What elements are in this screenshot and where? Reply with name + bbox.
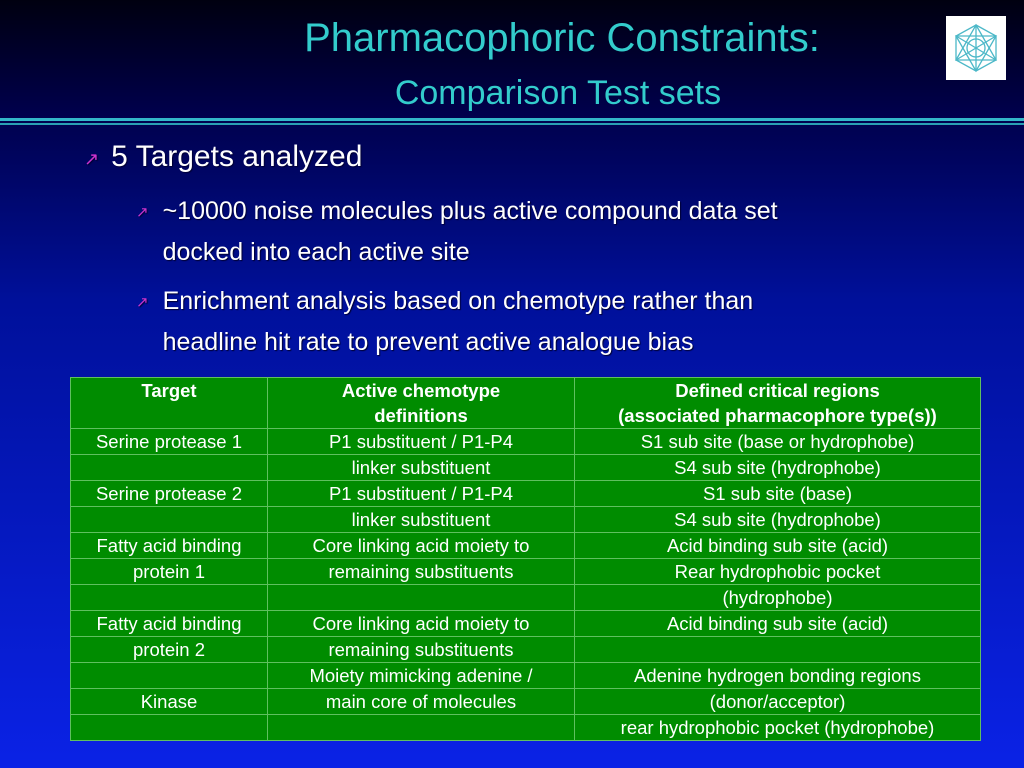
table-cell: S4 sub site (hydrophobe) — [575, 455, 981, 481]
table-cell: S4 sub site (hydrophobe) — [575, 507, 981, 533]
column-header-target: Target — [71, 378, 268, 429]
bullet-text: 5 Targets analyzed — [111, 140, 363, 173]
table-row — [71, 559, 981, 585]
table-row — [71, 507, 981, 533]
bullet-text-line: ~10000 noise molecules plus active compound data set — [162, 197, 778, 225]
table-cell — [575, 637, 981, 663]
bullet-text-line: headline hit rate to prevent active analogue bias — [162, 328, 694, 356]
table-row — [71, 481, 981, 507]
table-row — [71, 715, 981, 741]
header-divider-secondary — [0, 123, 1024, 125]
table-cell: Serine protease 1 — [71, 429, 268, 455]
bullet-level1 — [84, 140, 362, 174]
table-row — [71, 637, 981, 663]
table-cell: rear hydrophobic pocket (hydrophobe) — [575, 715, 981, 741]
table-cell: Acid binding sub site (acid) — [575, 611, 981, 637]
table-cell: remaining substituents — [268, 637, 575, 663]
table-cell: Acid binding sub site (acid) — [575, 533, 981, 559]
table-cell: (donor/acceptor) — [575, 689, 981, 715]
table-cell: Core linking acid moiety to — [268, 533, 575, 559]
table-cell: Kinase — [71, 689, 268, 715]
header-divider — [0, 118, 1024, 121]
table-row — [71, 533, 981, 559]
arrow-bullet-icon: ↗ — [84, 149, 100, 169]
column-header-critical-regions: Defined critical regions (associated pharmacophore type(s)) — [575, 378, 981, 429]
table-cell: Serine protease 2 — [71, 481, 268, 507]
table-cell: P1 substituent / P1-P4 — [268, 429, 575, 455]
table-cell — [71, 715, 268, 741]
table-cell — [71, 663, 268, 689]
table-row — [71, 611, 981, 637]
table-cell — [71, 455, 268, 481]
table-cell — [71, 507, 268, 533]
table-cell: P1 substituent / P1-P4 — [268, 481, 575, 507]
table-cell: main core of molecules — [268, 689, 575, 715]
table-cell: linker substituent — [268, 455, 575, 481]
star-of-david-logo — [946, 16, 1006, 80]
table-cell — [268, 585, 575, 611]
table-row — [71, 663, 981, 689]
slide-subtitle: Comparison Test sets — [394, 74, 722, 112]
table-cell: protein 1 — [71, 559, 268, 585]
slide-title: Pharmacophoric Constraints: — [304, 16, 820, 60]
table-row — [71, 585, 981, 611]
arrow-bullet-icon: ↗ — [136, 204, 149, 221]
table-cell: (hydrophobe) — [575, 585, 981, 611]
table-cell: Fatty acid binding — [71, 611, 268, 637]
table-cell: S1 sub site (base) — [575, 481, 981, 507]
arrow-bullet-icon: ↗ — [136, 294, 149, 311]
table-header-row — [71, 378, 981, 429]
bullet-text-line: Enrichment analysis based on chemotype rather than — [162, 287, 754, 315]
bullet-text-line: docked into each active site — [162, 238, 470, 266]
table-cell: Adenine hydrogen bonding regions — [575, 663, 981, 689]
table-row — [71, 455, 981, 481]
table-cell: remaining substituents — [268, 559, 575, 585]
table-row — [71, 429, 981, 455]
bullet-level2 — [136, 191, 896, 273]
table-cell: protein 2 — [71, 637, 268, 663]
table-row — [71, 689, 981, 715]
table-cell — [268, 715, 575, 741]
table-cell: S1 sub site (base or hydrophobe) — [575, 429, 981, 455]
constraints-table — [70, 377, 981, 741]
bullet-level2 — [136, 281, 896, 363]
table-cell: linker substituent — [268, 507, 575, 533]
table-cell: Moiety mimicking adenine / — [268, 663, 575, 689]
column-header-chemotype: Active chemotype definitions — [268, 378, 575, 429]
table-cell — [71, 585, 268, 611]
table-cell: Core linking acid moiety to — [268, 611, 575, 637]
table-cell: Fatty acid binding — [71, 533, 268, 559]
table-cell: Rear hydrophobic pocket — [575, 559, 981, 585]
